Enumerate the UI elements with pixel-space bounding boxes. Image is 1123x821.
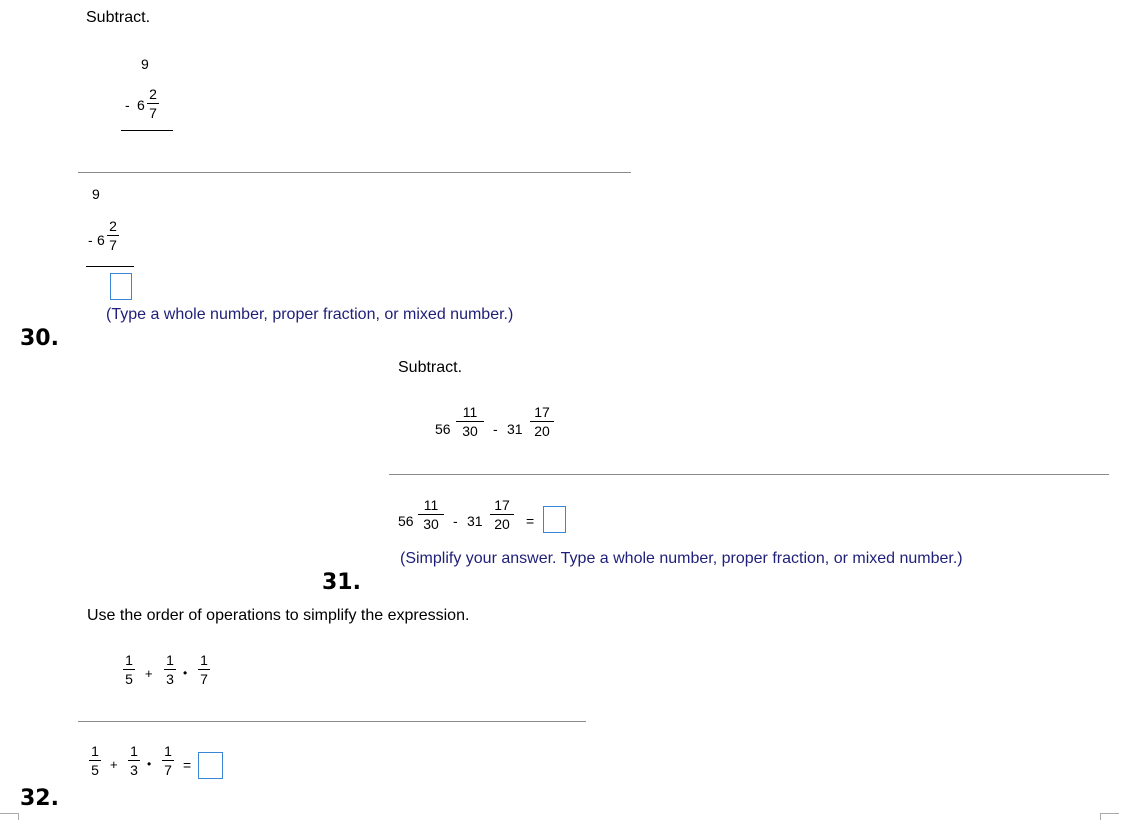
page-corner-left [0,813,19,820]
minus-sign-31: - [493,421,498,437]
denominator: 5 [91,762,99,778]
problem-number-31: 31. [322,570,361,595]
plus-sign-32: + [145,666,153,681]
instruction-31: Subtract. [398,359,463,376]
numerator: 1 [91,743,99,759]
numerator: 11 [423,497,439,513]
numerator: 11 [462,404,478,420]
denominator: 7 [164,762,172,778]
minuend-answer-30: 9 [92,186,100,202]
fraction-bar [162,760,174,761]
multiply-dot-answer-32: • [147,757,152,771]
minuend-30: 9 [141,56,149,72]
denominator: 20 [494,516,510,532]
equals-sign-31: = [526,513,535,529]
fraction-1-32 [123,652,135,687]
instruction-32: Use the order of operations to simplify the expression. [87,607,470,624]
numerator: 17 [534,404,550,420]
fraction-bar [107,235,119,236]
denominator: 5 [125,671,133,687]
fraction-bar [128,760,140,761]
numerator: 1 [200,652,208,668]
subtrahend-whole-answer-30: 6 [97,232,105,248]
sum-line-answer-30 [86,266,134,267]
hint-30: (Type a whole number, proper fraction, or mixed number.) [106,306,514,323]
b-fraction-31 [530,404,554,439]
fraction-3-answer-32 [162,743,174,778]
denominator: 20 [534,423,550,439]
plus-sign-answer-32: + [110,757,118,772]
minus-sign-answer-30: - [88,232,93,248]
numerator: 1 [164,743,172,759]
problem-number-32: 32. [20,786,59,811]
fraction-bar [530,421,554,422]
multiply-dot-32: • [183,666,188,680]
fraction-2-answer-32 [128,743,140,778]
instruction-30: Subtract. [86,9,151,26]
denominator: 3 [130,762,138,778]
denominator: 30 [462,423,478,439]
fraction-bar [147,103,159,104]
subtrahend-fraction-30 [147,86,159,121]
subtrahend-fraction-answer-30 [107,218,119,253]
fraction-bar [164,669,176,670]
divider-31 [389,474,1109,475]
page-corner-right [1100,813,1119,820]
fraction-bar [418,514,444,515]
fraction-1-answer-32 [89,743,101,778]
fraction-bar [123,669,135,670]
fraction-bar [490,514,514,515]
sum-line-30 [121,130,173,131]
b-fraction-answer-31 [490,497,514,532]
subtrahend-whole-30: 6 [137,97,145,113]
denominator: 7 [200,671,208,687]
fraction-3-32 [198,652,210,687]
denominator: 30 [423,516,439,532]
answer-input-32[interactable] [198,752,223,779]
numerator: 2 [149,86,157,102]
numerator: 1 [130,743,138,759]
fraction-bar [89,760,101,761]
hint-31: (Simplify your answer. Type a whole number, proper fraction, or mixed number.) [400,550,963,567]
fraction-bar [456,421,484,422]
numerator: 1 [166,652,174,668]
answer-input-31[interactable] [543,506,566,533]
minus-sign-30: - [125,97,130,113]
fraction-2-32 [164,652,176,687]
numerator: 17 [494,497,510,513]
a-fraction-31 [456,404,484,439]
denominator: 7 [109,237,117,253]
denominator: 3 [166,671,174,687]
a-whole-answer-31: 56 [398,513,414,529]
numerator: 2 [109,218,117,234]
fraction-bar [198,669,210,670]
equals-sign-32: = [183,757,192,773]
minus-sign-answer-31: - [453,513,458,529]
numerator: 1 [125,652,133,668]
b-whole-answer-31: 31 [467,513,483,529]
divider-30 [78,172,631,173]
divider-32 [78,721,586,722]
answer-input-30[interactable] [110,273,132,300]
a-fraction-answer-31 [418,497,444,532]
denominator: 7 [149,105,157,121]
b-whole-31: 31 [507,421,523,437]
problem-number-30: 30. [20,326,59,351]
a-whole-31: 56 [435,421,451,437]
